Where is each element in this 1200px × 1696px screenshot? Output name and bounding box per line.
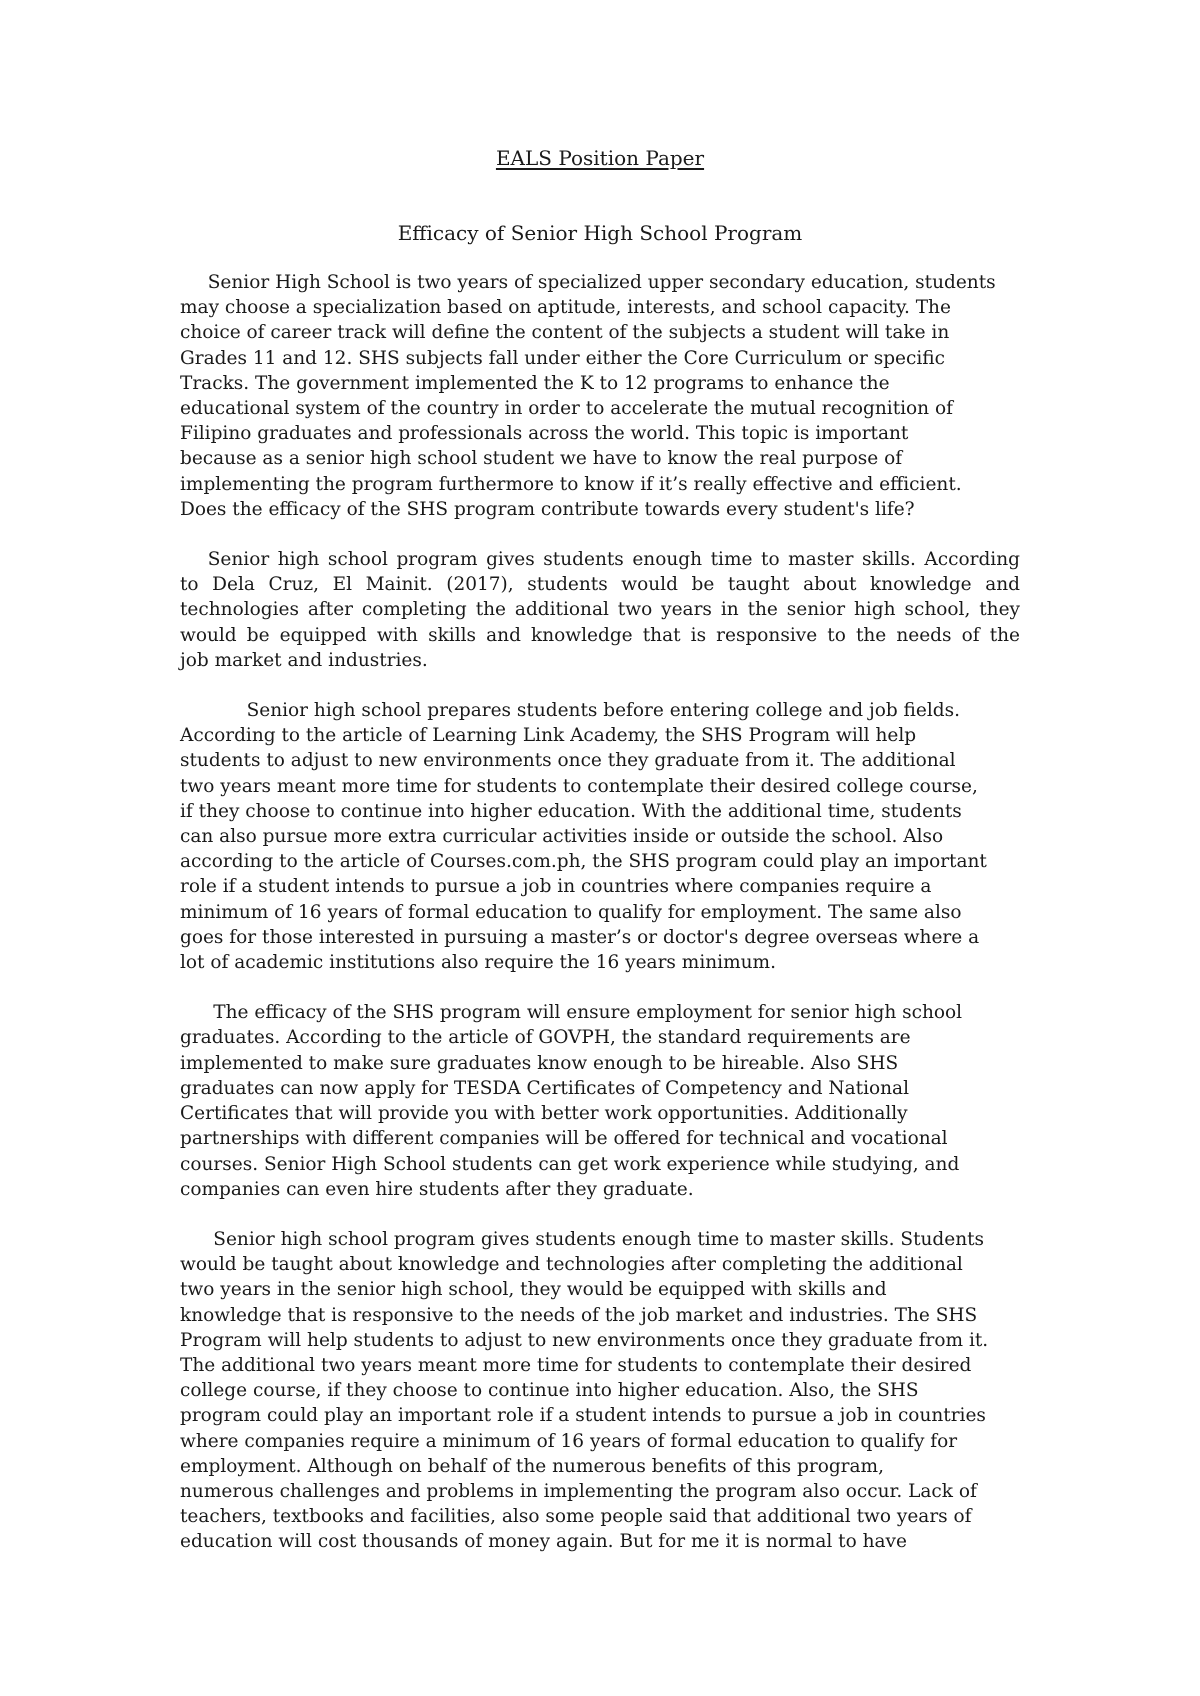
document-title	[0, 145, 1200, 171]
document-subtitle: Efficacy of Senior High School Program	[397, 221, 803, 245]
text-line: educational system of the country in order to accelerate the mutual recognition of	[180, 398, 953, 420]
text-line: job market and industries.	[180, 649, 428, 671]
text-line: The efficacy of the SHS program will ensure employment for senior high school	[213, 1002, 963, 1024]
text-line: knowledge that is responsive to the needs of the job market and industries. The SHS	[180, 1304, 978, 1326]
text-line: two years meant more time for students to contemplate their desired college course,	[180, 775, 978, 797]
text-line: implementing the program furthermore to know if it’s really effective and efficient.	[180, 473, 962, 495]
text-line: where companies require a minimum of 16 years of formal education to qualify for	[180, 1430, 958, 1452]
text-line: may choose a specialization based on aptitude, interests, and school capacity. The	[180, 297, 951, 319]
text-line: teachers, textbooks and facilities, also some people said that additional two years of	[180, 1506, 972, 1528]
text-line: if they choose to continue into higher education. With the additional time, students	[180, 800, 962, 822]
text-line: two years in the senior high school, they would be equipped with skills and	[180, 1279, 887, 1301]
paragraph-2	[180, 547, 1020, 673]
text-line: Senior High School is two years of specialized upper secondary education, students	[207, 272, 996, 293]
text-line: graduates can now apply for TESDA Certificates of Competency and National	[180, 1077, 909, 1099]
text-line: companies can even hire students after they graduate.	[180, 1178, 694, 1200]
text-line: According to the article of Learning Link Academy, the SHS Program will help	[180, 725, 917, 747]
text-line: Senior high school prepares students before entering college and job fields.	[246, 700, 960, 722]
text-line: Tracks. The government implemented the K to 12 programs to enhance the	[180, 372, 890, 394]
text-line: choice of career track will define the content of the subjects a student will take in	[180, 322, 950, 344]
text-line: Program will help students to adjust to new environments once they graduate from it.	[180, 1329, 989, 1351]
text-line: goes for those interested in pursuing a master’s or doctor's degree overseas where a	[180, 926, 980, 948]
text-line: to Dela Cruz, El Mainit. (2017), students would be taught about knowledge and	[180, 574, 1020, 596]
text-line: partnerships with different companies will be offered for technical and vocational	[180, 1128, 948, 1150]
text-line: role if a student intends to pursue a job in countries where companies require a	[180, 876, 932, 898]
text-line: Senior high school program gives students enough time to master skills. According	[207, 549, 1020, 571]
document-title-text: EALS Position Paper	[495, 146, 705, 170]
text-line: employment. Although on behalf of the numerous benefits of this program,	[180, 1455, 884, 1477]
paragraph-4	[180, 1000, 1020, 1202]
text-line: lot of academic institutions also require the 16 years minimum.	[180, 952, 776, 974]
text-line: education will cost thousands of money again. But for me it is normal to have	[180, 1531, 907, 1553]
text-line: technologies after completing the additional two years in the senior high school, they	[180, 599, 1020, 621]
text-line: students to adjust to new environments once they graduate from it. The additional	[180, 750, 956, 772]
text-line: Filipino graduates and professionals across the world. This topic is important	[180, 423, 909, 445]
paragraph-3	[180, 698, 1020, 975]
text-line: Does the efficacy of the SHS program contribute towards every student's life?	[180, 498, 915, 520]
text-line: Certificates that will provide you with better work opportunities. Additionally	[180, 1103, 908, 1125]
text-line: program could play an important role if a student intends to pursue a job in countries	[180, 1405, 986, 1427]
text-line: Grades 11 and 12. SHS subjects fall under either the Core Curriculum or specific	[180, 347, 945, 369]
text-line: would be equipped with skills and knowledge that is responsive to the needs of the	[180, 624, 1020, 646]
text-line: courses. Senior High School students can get work experience while studying, and	[180, 1153, 960, 1175]
paragraph-5	[180, 1227, 1020, 1555]
text-line: numerous challenges and problems in implementing the program also occur. Lack of	[180, 1480, 977, 1502]
text-line: implemented to make sure graduates know enough to be hireable. Also SHS	[180, 1052, 899, 1074]
document-body	[180, 270, 1020, 1580]
text-line: according to the article of Courses.com.ph, the SHS program could play an important	[180, 851, 987, 873]
text-line: because as a senior high school student we have to know the real purpose of	[180, 448, 903, 470]
text-line: can also pursue more extra curricular activities inside or outside the school. Also	[180, 826, 944, 848]
text-line: college course, if they choose to continue into higher education. Also, the SHS	[180, 1380, 919, 1402]
text-line: The additional two years meant more time for students to contemplate their desired	[180, 1354, 972, 1376]
text-line: Senior high school program gives students enough time to master skills. Students	[213, 1228, 985, 1250]
text-line: would be taught about knowledge and technologies after completing the additional	[180, 1254, 963, 1276]
text-line: graduates. According to the article of GOVPH, the standard requirements are	[180, 1027, 911, 1049]
text-line: minimum of 16 years of formal education to qualify for employment. The same also	[180, 901, 962, 923]
paragraph-1	[180, 270, 1020, 522]
